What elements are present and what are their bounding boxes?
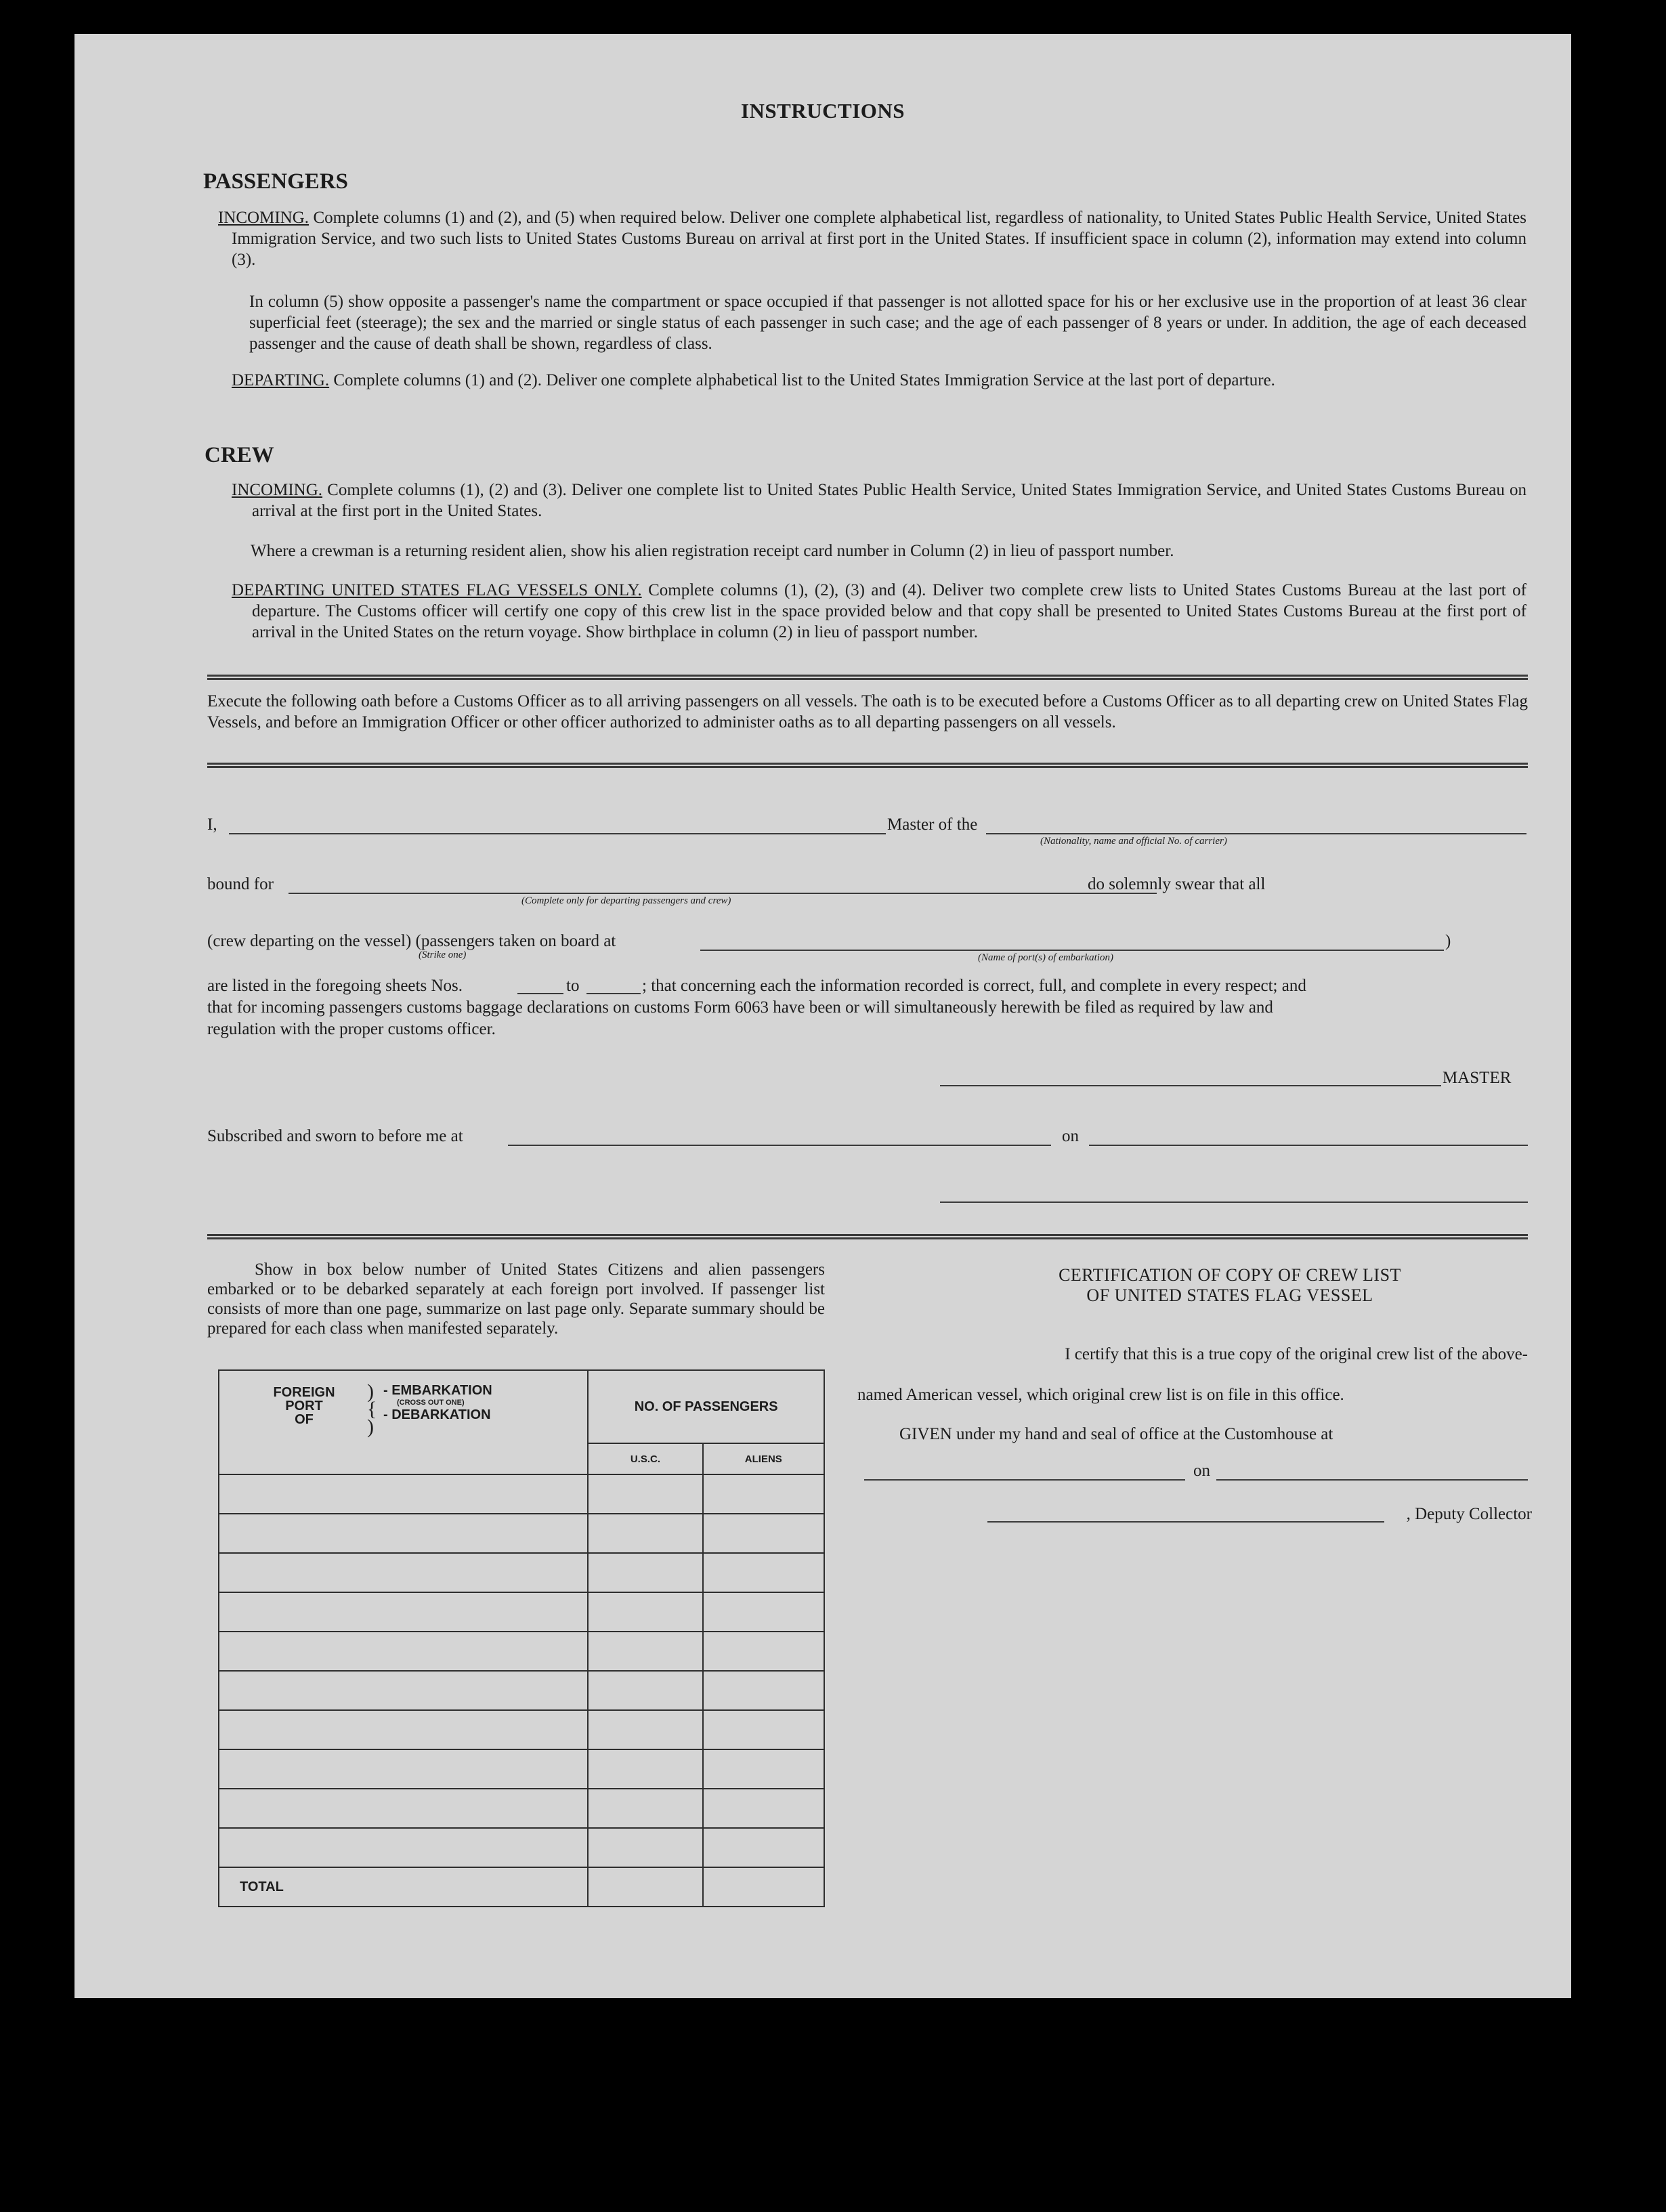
usc-cell[interactable] — [588, 1514, 702, 1553]
officer-signature-field[interactable] — [940, 1201, 1528, 1203]
aliens-cell[interactable] — [703, 1671, 824, 1710]
subscribed-on-label: on — [1062, 1127, 1079, 1145]
table-row — [219, 1474, 824, 1514]
usc-cell[interactable] — [588, 1474, 702, 1514]
aliens-cell[interactable] — [703, 1710, 824, 1749]
table-row — [219, 1828, 824, 1867]
foreign-label: FOREIGN — [273, 1385, 335, 1400]
oath-i-label: I, — [207, 815, 217, 834]
aliens-cell[interactable] — [703, 1828, 824, 1867]
embarkation-label: - EMBARKATION — [383, 1383, 492, 1398]
port-cell[interactable] — [219, 1514, 588, 1553]
aliens-cell[interactable] — [703, 1474, 824, 1514]
table-row — [219, 1632, 824, 1671]
aliens-cell[interactable] — [703, 1789, 824, 1828]
passengers-heading: PASSENGERS — [203, 169, 348, 194]
usc-cell[interactable] — [588, 1789, 702, 1828]
master-label: MASTER — [1443, 1069, 1512, 1087]
cert-on-label: on — [1193, 1462, 1210, 1480]
table-row — [219, 1671, 824, 1710]
port-label: PORT — [285, 1399, 323, 1413]
crew-heading: CREW — [205, 443, 274, 467]
bound-for-hint: (Complete only for departing passengers and crew) — [521, 895, 731, 906]
embarkation-ports-field[interactable] — [700, 950, 1444, 951]
divider — [207, 1234, 1528, 1239]
usc-cell[interactable] — [588, 1828, 702, 1867]
crew-incoming-label: INCOMING. — [232, 481, 323, 499]
port-header-cell — [219, 1370, 588, 1474]
given-label: GIVEN under my hand and seal of office at the Customhouse at — [899, 1425, 1333, 1443]
master-of-the-label: Master of the — [887, 815, 978, 834]
port-cell[interactable] — [219, 1749, 588, 1789]
usc-cell[interactable] — [588, 1671, 702, 1710]
summary-instructions: Show in box below number of United States Citizens and alien passengers embarked or to be debarked separately at each foreign port involved. If passenger list consists of more than one page, summarize on last page only. Separate summary should be prepared for each class when manifested separately. — [207, 1260, 825, 1338]
cross-out-label: (CROSS OUT ONE) — [397, 1399, 465, 1407]
debarkation-label: - DEBARKATION — [383, 1407, 491, 1422]
crew-departing-text: Complete columns (1), (2), (3) and (4). Deliver two complete crew lists to United States Customs Bureau at the last port of departure. The Customs officer will certify one copy of this crew list in the space provided below and that copy shall be presented to United States Customs Bureau at the first port of arrival in the United States on the return voyage. Show birthplace in column (2) in lieu of passport number. — [252, 581, 1526, 641]
passengers-incoming-label: INCOMING. — [218, 209, 309, 227]
crew-incoming-text: Complete columns (1), (2) and (3). Deliver one complete list to United States Public Health Service, United States Immigration Service, and United States Customs Bureau on arrival at the first port in the United States. — [252, 481, 1526, 520]
close-paren: ) — [1445, 932, 1451, 950]
of-label: OF — [295, 1412, 314, 1427]
listed-to-label: to — [566, 977, 580, 995]
usc-cell[interactable] — [588, 1592, 702, 1632]
subscribed-place-field[interactable] — [508, 1145, 1051, 1146]
table-row — [219, 1592, 824, 1632]
passengers-departing-label: DEPARTING. — [232, 371, 330, 389]
aliens-cell[interactable] — [703, 1632, 824, 1671]
certify-line2: named American vessel, which original crew list is on file in this office. — [857, 1386, 1344, 1404]
cert-date-field[interactable] — [1216, 1479, 1528, 1481]
aliens-header: ALIENS — [703, 1443, 824, 1474]
usc-cell[interactable] — [588, 1553, 702, 1592]
master-name-field[interactable] — [229, 833, 886, 834]
table-row — [219, 1710, 824, 1749]
subscribed-label: Subscribed and sworn to before me at — [207, 1127, 463, 1145]
usc-cell[interactable] — [588, 1749, 702, 1789]
port-cell[interactable] — [219, 1671, 588, 1710]
port-cell[interactable] — [219, 1828, 588, 1867]
total-usc-cell[interactable] — [588, 1867, 702, 1907]
listed-text-b: ; that concerning each the information recorded is correct, full, and complete in every respect; and — [642, 977, 1306, 995]
divider — [207, 675, 1528, 680]
certification-title — [932, 1265, 1528, 1306]
passengers-departing-text: Complete columns (1) and (2). Deliver one complete alphabetical list to the United States Immigration Service at the last port of departure. — [333, 371, 1275, 389]
aliens-cell[interactable] — [703, 1514, 824, 1553]
total-label: TOTAL — [219, 1867, 588, 1907]
table-row — [219, 1553, 824, 1592]
passengers-departing-paragraph — [232, 370, 1526, 391]
crew-departing-paragraph — [232, 580, 1526, 643]
master-signature-field[interactable] — [940, 1085, 1441, 1086]
aliens-cell[interactable] — [703, 1553, 824, 1592]
ports-hint: (Name of port(s) of embarkation) — [978, 952, 1113, 963]
customhouse-field[interactable] — [864, 1479, 1185, 1481]
listed-text-c: that for incoming passengers customs baggage declarations on customs Form 6063 have been or will simultaneously herewith be filed as required by law and — [207, 998, 1273, 1017]
usc-cell[interactable] — [588, 1710, 702, 1749]
listed-sheets-label: are listed in the foregoing sheets Nos. — [207, 977, 463, 995]
bound-for-label: bound for — [207, 875, 274, 893]
crew-passengers-label: (crew departing on the vessel) (passengers taken on board at — [207, 932, 616, 950]
summary-rows — [219, 1474, 824, 1867]
usc-header: U.S.C. — [588, 1443, 702, 1474]
certification-title-line1: CERTIFICATION OF COPY OF CREW LIST — [1059, 1265, 1401, 1285]
listed-text-d: regulation with the proper customs officer. — [207, 1020, 496, 1038]
form-page — [74, 34, 1571, 1998]
oath-intro: Execute the following oath before a Customs Officer as to all arriving passengers on all vessels. The oath is to be executed before a Customs Officer as to all departing crew on United States Flag Vessels, and before an Immigration Officer or other officer authorized to administer oaths as to all departing passengers on all vessels. — [207, 692, 1528, 731]
swear-label: do solemnly swear that all — [1088, 875, 1266, 893]
crew-incoming-paragraph — [232, 480, 1526, 522]
certify-line1: I certify that this is a true copy of the original crew list of the above- — [1065, 1345, 1528, 1363]
bound-for-field[interactable] — [289, 893, 1157, 894]
table-row — [219, 1789, 824, 1828]
passengers-incoming-paragraph — [218, 207, 1527, 270]
subscribed-date-field[interactable] — [1089, 1145, 1528, 1146]
port-cell[interactable] — [219, 1553, 588, 1592]
aliens-cell[interactable] — [703, 1592, 824, 1632]
divider — [207, 763, 1528, 768]
table-row — [219, 1749, 824, 1789]
passenger-summary-table — [218, 1369, 825, 1907]
column5-paragraph: In column (5) show opposite a passenger's name the compartment or space occupied if that passenger is not allotted space for his or her exclusive use in the proportion of at least 36 clear superficial feet (steerage); the sex and the married or single status of each passenger in such case; and the age of each passenger of 8 years or under. In addition, the age of each deceased passenger and the cause of death shall be shown, regardless of class. — [249, 293, 1526, 353]
carrier-hint: (Nationality, name and official No. of carrier) — [1040, 836, 1227, 847]
usc-cell[interactable] — [588, 1632, 702, 1671]
aliens-cell[interactable] — [703, 1749, 824, 1789]
sheet-from-field[interactable] — [517, 993, 563, 994]
table-row — [219, 1514, 824, 1553]
total-aliens-cell[interactable] — [703, 1867, 824, 1907]
deputy-collector-label: , Deputy Collector — [1406, 1505, 1532, 1523]
certification-title-line2: OF UNITED STATES FLAG VESSEL — [1086, 1285, 1373, 1305]
port-cell[interactable] — [219, 1710, 588, 1749]
sheet-to-field[interactable] — [586, 993, 641, 994]
port-cell[interactable] — [219, 1632, 588, 1671]
port-cell[interactable] — [219, 1592, 588, 1632]
carrier-field[interactable] — [986, 833, 1526, 834]
port-cell[interactable] — [219, 1789, 588, 1828]
page-title: INSTRUCTIONS — [740, 99, 905, 123]
strike-one-hint: (Strike one) — [419, 950, 467, 960]
no-passengers-header: NO. OF PASSENGERS — [588, 1370, 824, 1443]
port-cell[interactable] — [219, 1474, 588, 1514]
crew-resident-paragraph: Where a crewman is a returning resident alien, show his alien registration receipt card number in Column (2) in lieu of passport number. — [251, 542, 1174, 560]
passengers-incoming-text: Complete columns (1) and (2), and (5) when required below. Deliver one complete alphabetical list, regardless of nationality, to United States Public Health Service, United States Immigration Service, and two such lists to United States Customs Bureau on arrival at first port in the United States. If insufficient space in column (2), information may extend into column (3). — [232, 209, 1527, 269]
brace-icon: ) { ) — [367, 1380, 377, 1438]
crew-departing-label: DEPARTING UNITED STATES FLAG VESSELS ONLY. — [232, 581, 642, 599]
